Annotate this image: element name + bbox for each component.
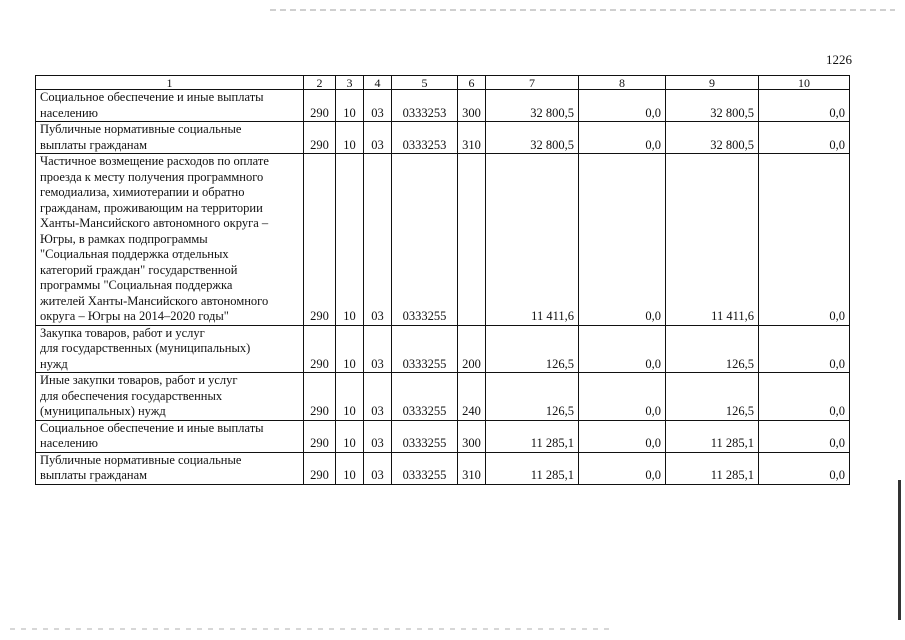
cell-amount: 126,5 [666,373,759,421]
row-description: Публичные нормативные социальные выплаты гражданам [36,452,304,484]
scan-artifact-top [270,9,895,11]
scan-artifact-right [898,480,901,620]
cell-expense-type: 200 [458,325,486,373]
cell-target-article: 0333253 [392,90,458,122]
cell-subsection: 03 [364,452,392,484]
cell-admin-code: 290 [304,325,336,373]
cell-admin-code: 290 [304,154,336,326]
cell-amount: 11 285,1 [666,452,759,484]
cell-target-article: 0333255 [392,325,458,373]
cell-subsection: 03 [364,122,392,154]
cell-amount: 32 800,5 [486,90,579,122]
cell-amount: 0,0 [759,452,850,484]
cell-section: 10 [336,90,364,122]
cell-target-article: 0333255 [392,154,458,326]
cell-section: 10 [336,452,364,484]
cell-amount: 0,0 [759,420,850,452]
page-number: 1226 [826,52,852,67]
header-row [36,76,850,90]
cell-amount: 0,0 [579,452,666,484]
cell-amount: 126,5 [486,325,579,373]
cell-amount: 11 411,6 [486,154,579,326]
cell-amount: 0,0 [579,325,666,373]
cell-expense-type: 310 [458,452,486,484]
cell-amount: 11 285,1 [486,452,579,484]
table-row [36,452,850,484]
cell-admin-code: 290 [304,452,336,484]
table-row [36,154,850,326]
cell-amount: 32 800,5 [666,122,759,154]
cell-target-article: 0333255 [392,420,458,452]
table-row [36,420,850,452]
cell-amount: 0,0 [579,154,666,326]
row-description: Социальное обеспечение и иные выплаты населению [36,90,304,122]
cell-subsection: 03 [364,325,392,373]
cell-amount: 11 411,6 [666,154,759,326]
cell-expense-type [458,154,486,326]
table-row [36,122,850,154]
column-header: 10 [759,76,850,90]
column-header: 4 [364,76,392,90]
cell-amount: 32 800,5 [486,122,579,154]
cell-amount: 0,0 [759,122,850,154]
cell-section: 10 [336,154,364,326]
cell-admin-code: 290 [304,373,336,421]
row-description: Социальное обеспечение и иные выплаты населению [36,420,304,452]
cell-amount: 0,0 [759,325,850,373]
cell-target-article: 0333253 [392,122,458,154]
column-header: 1 [36,76,304,90]
cell-amount: 0,0 [579,373,666,421]
row-description: Иные закупки товаров, работ и услуг для обеспечения государственных (муниципальных) нужд [36,373,304,421]
row-description: Закупка товаров, работ и услуг для государственных (муниципальных) нужд [36,325,304,373]
cell-section: 10 [336,325,364,373]
cell-amount: 0,0 [579,122,666,154]
cell-admin-code: 290 [304,420,336,452]
cell-amount: 32 800,5 [666,90,759,122]
cell-section: 10 [336,373,364,421]
cell-subsection: 03 [364,373,392,421]
cell-amount: 0,0 [759,154,850,326]
cell-amount: 0,0 [579,420,666,452]
cell-amount: 0,0 [759,373,850,421]
table-row [36,373,850,421]
scan-artifact-bottom [10,628,610,630]
cell-amount: 126,5 [666,325,759,373]
cell-expense-type: 240 [458,373,486,421]
cell-section: 10 [336,420,364,452]
cell-amount: 0,0 [759,90,850,122]
column-header: 3 [336,76,364,90]
cell-subsection: 03 [364,90,392,122]
cell-amount: 126,5 [486,373,579,421]
cell-section: 10 [336,122,364,154]
cell-subsection: 03 [364,420,392,452]
row-description: Публичные нормативные социальные выплаты гражданам [36,122,304,154]
column-header: 9 [666,76,759,90]
cell-expense-type: 300 [458,90,486,122]
column-header: 6 [458,76,486,90]
table-row [36,90,850,122]
cell-expense-type: 300 [458,420,486,452]
column-header: 5 [392,76,458,90]
cell-amount: 11 285,1 [486,420,579,452]
cell-subsection: 03 [364,154,392,326]
cell-amount: 11 285,1 [666,420,759,452]
column-header: 7 [486,76,579,90]
column-header: 2 [304,76,336,90]
cell-target-article: 0333255 [392,452,458,484]
cell-amount: 0,0 [579,90,666,122]
row-description: Частичное возмещение расходов по оплате проезда к месту получения программного гемодиализа, химиотерапии и обратно гражданам, проживающим на территории Ханты-Мансийского автономного округа – Югры, в рамках подпрограммы "Социальная поддержка отдельных категорий граждан" государственной программы "Социальная поддержка жителей Ханты-Мансийского автономного округа – Югры на 2014–2020 годы" [36,154,304,326]
cell-admin-code: 290 [304,122,336,154]
cell-admin-code: 290 [304,90,336,122]
cell-expense-type: 310 [458,122,486,154]
table-row [36,325,850,373]
budget-table [35,75,850,485]
cell-target-article: 0333255 [392,373,458,421]
column-header: 8 [579,76,666,90]
